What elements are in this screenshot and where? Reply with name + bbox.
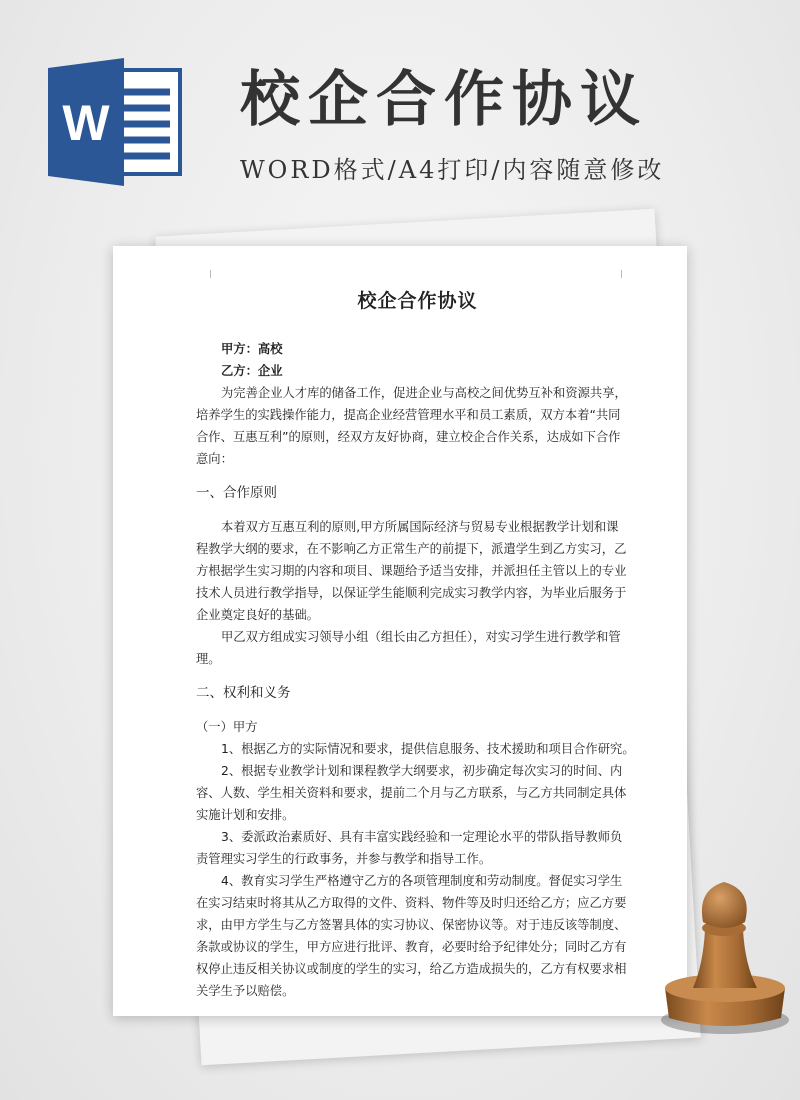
text-line: 理。 — [196, 652, 221, 666]
sub-heading: （一）甲方 — [196, 720, 258, 734]
list-item — [196, 760, 639, 826]
text-line: 意向： — [196, 452, 233, 466]
text-line: 企业奠定良好的基础。 — [196, 608, 319, 622]
section-heading: 二、权利和义务 — [196, 685, 291, 701]
text-line: 容、人数、学生相关资料和要求，提前二个月与乙方联系，与乙方共同制定具体 — [196, 786, 627, 800]
text-line: 在实习结束时将其从乙方取得的文件、资料、物件等及时归还给乙方；应乙方要 — [196, 896, 627, 910]
word-icon — [48, 58, 182, 186]
text-line: 权停止违反相关协议或制度的学生的实习，给乙方造成损失的，乙方有权要求相 — [196, 962, 627, 976]
page-subtitle: WORD格式/A4打印/内容随意修改 — [240, 156, 665, 184]
text-line: 方根据学生实习期的内容和项目、课题给予适当安排，并派担任主管以上的专业 — [196, 564, 627, 578]
list-item — [196, 738, 639, 760]
text-line: 培养学生的实践操作能力，提高企业经营管理水平和员工素质，双方本着“共同 — [196, 408, 621, 422]
crop-mark — [621, 270, 622, 278]
intro-paragraph — [196, 382, 639, 470]
document-page — [113, 246, 687, 1016]
text-line: 合作、互惠互利”的原则，经双方友好协商，建立校企合作关系，达成如下合作 — [196, 430, 621, 444]
text-line: 实施计划和安排。 — [196, 808, 295, 822]
list-item — [196, 826, 639, 870]
crop-mark — [210, 270, 211, 278]
text-line: 1、根据乙方的实际情况和要求，提供信息服务、技术援助和项目合作研究。 — [221, 742, 635, 756]
text-line: 甲乙双方组成实习领导小组（组长由乙方担任），对实习学生进行教学和管 — [221, 630, 621, 644]
section1-paragraph-2 — [196, 626, 639, 670]
text-line: 责管理实习学生的行政事务，并参与教学和指导工作。 — [196, 852, 492, 866]
text-line: 4、教育实习学生严格遵守乙方的各项管理制度和劳动制度。督促实习学生 — [221, 874, 623, 888]
text-line: 求，由甲方学生与乙方签署具体的实习协议、保密协议等。对于违反该等制度、 — [196, 918, 627, 932]
text-line: 为完善企业人才库的储备工作，促进企业与高校之间优势互补和资源共享， — [221, 386, 627, 400]
text-line: 技术人员进行教学指导，以保证学生能顺利完成实习教学内容，为毕业后服务于 — [196, 586, 627, 600]
document-body — [196, 286, 639, 1002]
text-line: 条款或协议的学生，甲方应进行批评、教育，必要时给予纪律处分；同时乙方有 — [196, 940, 627, 954]
text-line: 程教学大纲的要求，在不影响乙方正常生产的前提下，派遣学生到乙方实习，乙 — [196, 542, 627, 556]
section-heading: 一、合作原则 — [196, 485, 277, 501]
text-line: 本着双方互惠互利的原则,甲方所属国际经济与贸易专业根据教学计划和课 — [221, 520, 619, 534]
text-line: 关学生予以赔偿。 — [196, 984, 295, 998]
stamp-icon — [645, 870, 795, 1040]
document-title: 校企合作协议 — [357, 290, 478, 312]
party-a: 甲方：高校 — [221, 342, 283, 356]
page-title: 校企合作协议 — [240, 65, 648, 135]
party-b: 乙方：企业 — [221, 364, 283, 378]
section1-paragraph — [196, 516, 639, 626]
text-line: 3、委派政治素质好、具有丰富实践经验和一定理论水平的带队指导教师负 — [221, 830, 623, 844]
list-item — [196, 870, 639, 1002]
text-line: 2、根据专业教学计划和课程教学大纲要求，初步确定每次实习的时间、内 — [221, 764, 623, 778]
word-logo-letter: W — [62, 95, 110, 151]
